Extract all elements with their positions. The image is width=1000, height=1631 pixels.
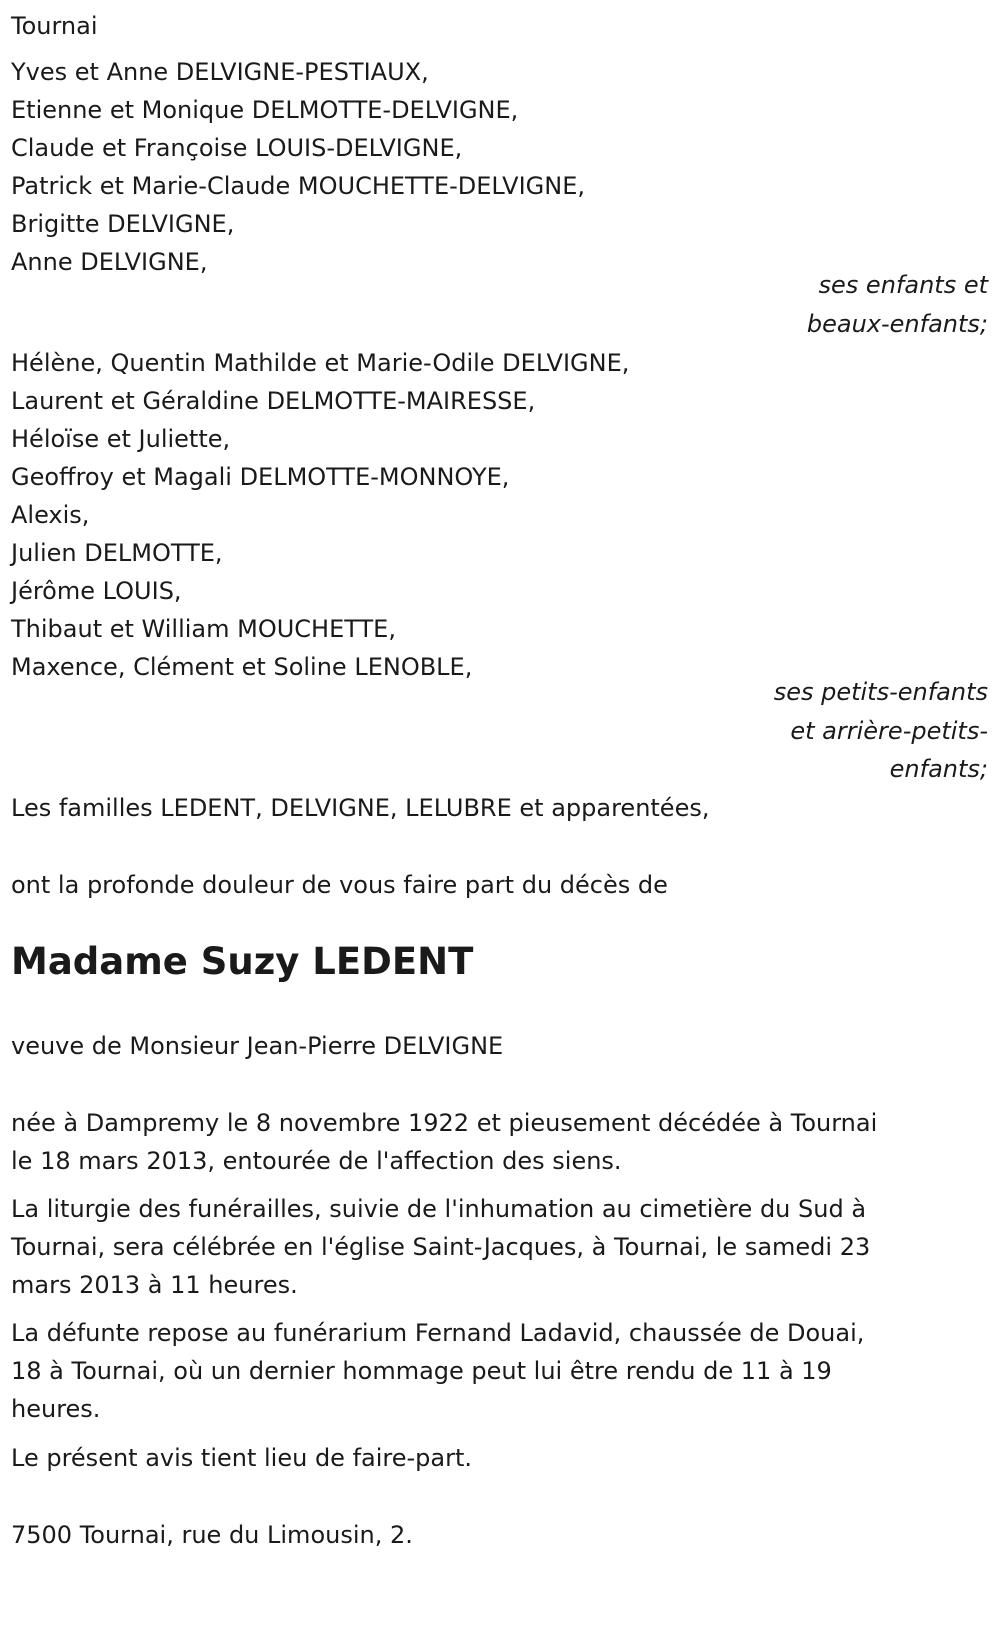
funerarium-line: 18 à Tournai, où un dernier hommage peut lui être rendu de 11 à 19 bbox=[11, 1357, 832, 1385]
grandchildren-line: Laurent et Géraldine DELMOTTE-MAIRESSE, bbox=[11, 387, 536, 415]
liturgy-line: La liturgie des funérailles, suivie de l'inhumation au cimetière du Sud à bbox=[11, 1195, 867, 1223]
grandchildren-line: Jérôme LOUIS, bbox=[11, 577, 182, 605]
birth-death-line: née à Dampremy le 8 novembre 1922 et pieusement décédée à Tournai bbox=[11, 1109, 878, 1137]
grandchildren-caption-line: enfants; bbox=[889, 755, 988, 783]
birth-death-line: le 18 mars 2013, entourée de l'affection des siens. bbox=[11, 1147, 622, 1175]
grandchildren-line: Hélène, Quentin Mathilde et Marie-Odile DELVIGNE, bbox=[11, 349, 630, 377]
grandchildren-line: Alexis, bbox=[11, 501, 90, 529]
children-line: Claude et Françoise LOUIS-DELVIGNE, bbox=[11, 134, 463, 162]
announcement-line: ont la profonde douleur de vous faire part du décès de bbox=[11, 871, 668, 899]
city-header: Tournai bbox=[11, 12, 98, 40]
grandchildren-line: Geoffroy et Magali DELMOTTE-MONNOYE, bbox=[11, 463, 510, 491]
funerarium-line: heures. bbox=[11, 1395, 101, 1423]
address-line: 7500 Tournai, rue du Limousin, 2. bbox=[11, 1521, 413, 1549]
grandchildren-line: Héloïse et Juliette, bbox=[11, 425, 231, 453]
children-line: Yves et Anne DELVIGNE-PESTIAUX, bbox=[11, 58, 429, 86]
funerarium-line: La défunte repose au funérarium Fernand Ladavid, chaussée de Douai, bbox=[11, 1319, 865, 1347]
grandchildren-line: Maxence, Clément et Soline LENOBLE, bbox=[11, 653, 473, 681]
children-caption-line: ses enfants et bbox=[818, 271, 988, 299]
grandchildren-caption-line: ses petits-enfants bbox=[773, 678, 988, 706]
liturgy-line: mars 2013 à 11 heures. bbox=[11, 1271, 298, 1299]
children-line: Etienne et Monique DELMOTTE-DELVIGNE, bbox=[11, 96, 519, 124]
deceased-name: Madame Suzy LEDENT bbox=[11, 940, 474, 983]
liturgy-line: Tournai, sera célébrée en l'église Saint-Jacques, à Tournai, le samedi 23 bbox=[11, 1233, 871, 1261]
grandchildren-caption-line: et arrière-petits- bbox=[790, 717, 988, 745]
grandchildren-line: Julien DELMOTTE, bbox=[11, 539, 223, 567]
grandchildren-line: Thibaut et William MOUCHETTE, bbox=[11, 615, 396, 643]
notice-line: Le présent avis tient lieu de faire-part. bbox=[11, 1444, 473, 1472]
widow-of-line: veuve de Monsieur Jean-Pierre DELVIGNE bbox=[11, 1032, 504, 1060]
children-line: Patrick et Marie-Claude MOUCHETTE-DELVIGNE, bbox=[11, 172, 585, 200]
families-line: Les familles LEDENT, DELVIGNE, LELUBRE et apparentées, bbox=[11, 794, 710, 822]
children-line: Brigitte DELVIGNE, bbox=[11, 210, 235, 238]
children-line: Anne DELVIGNE, bbox=[11, 248, 208, 276]
children-caption-line: beaux-enfants; bbox=[806, 310, 988, 338]
